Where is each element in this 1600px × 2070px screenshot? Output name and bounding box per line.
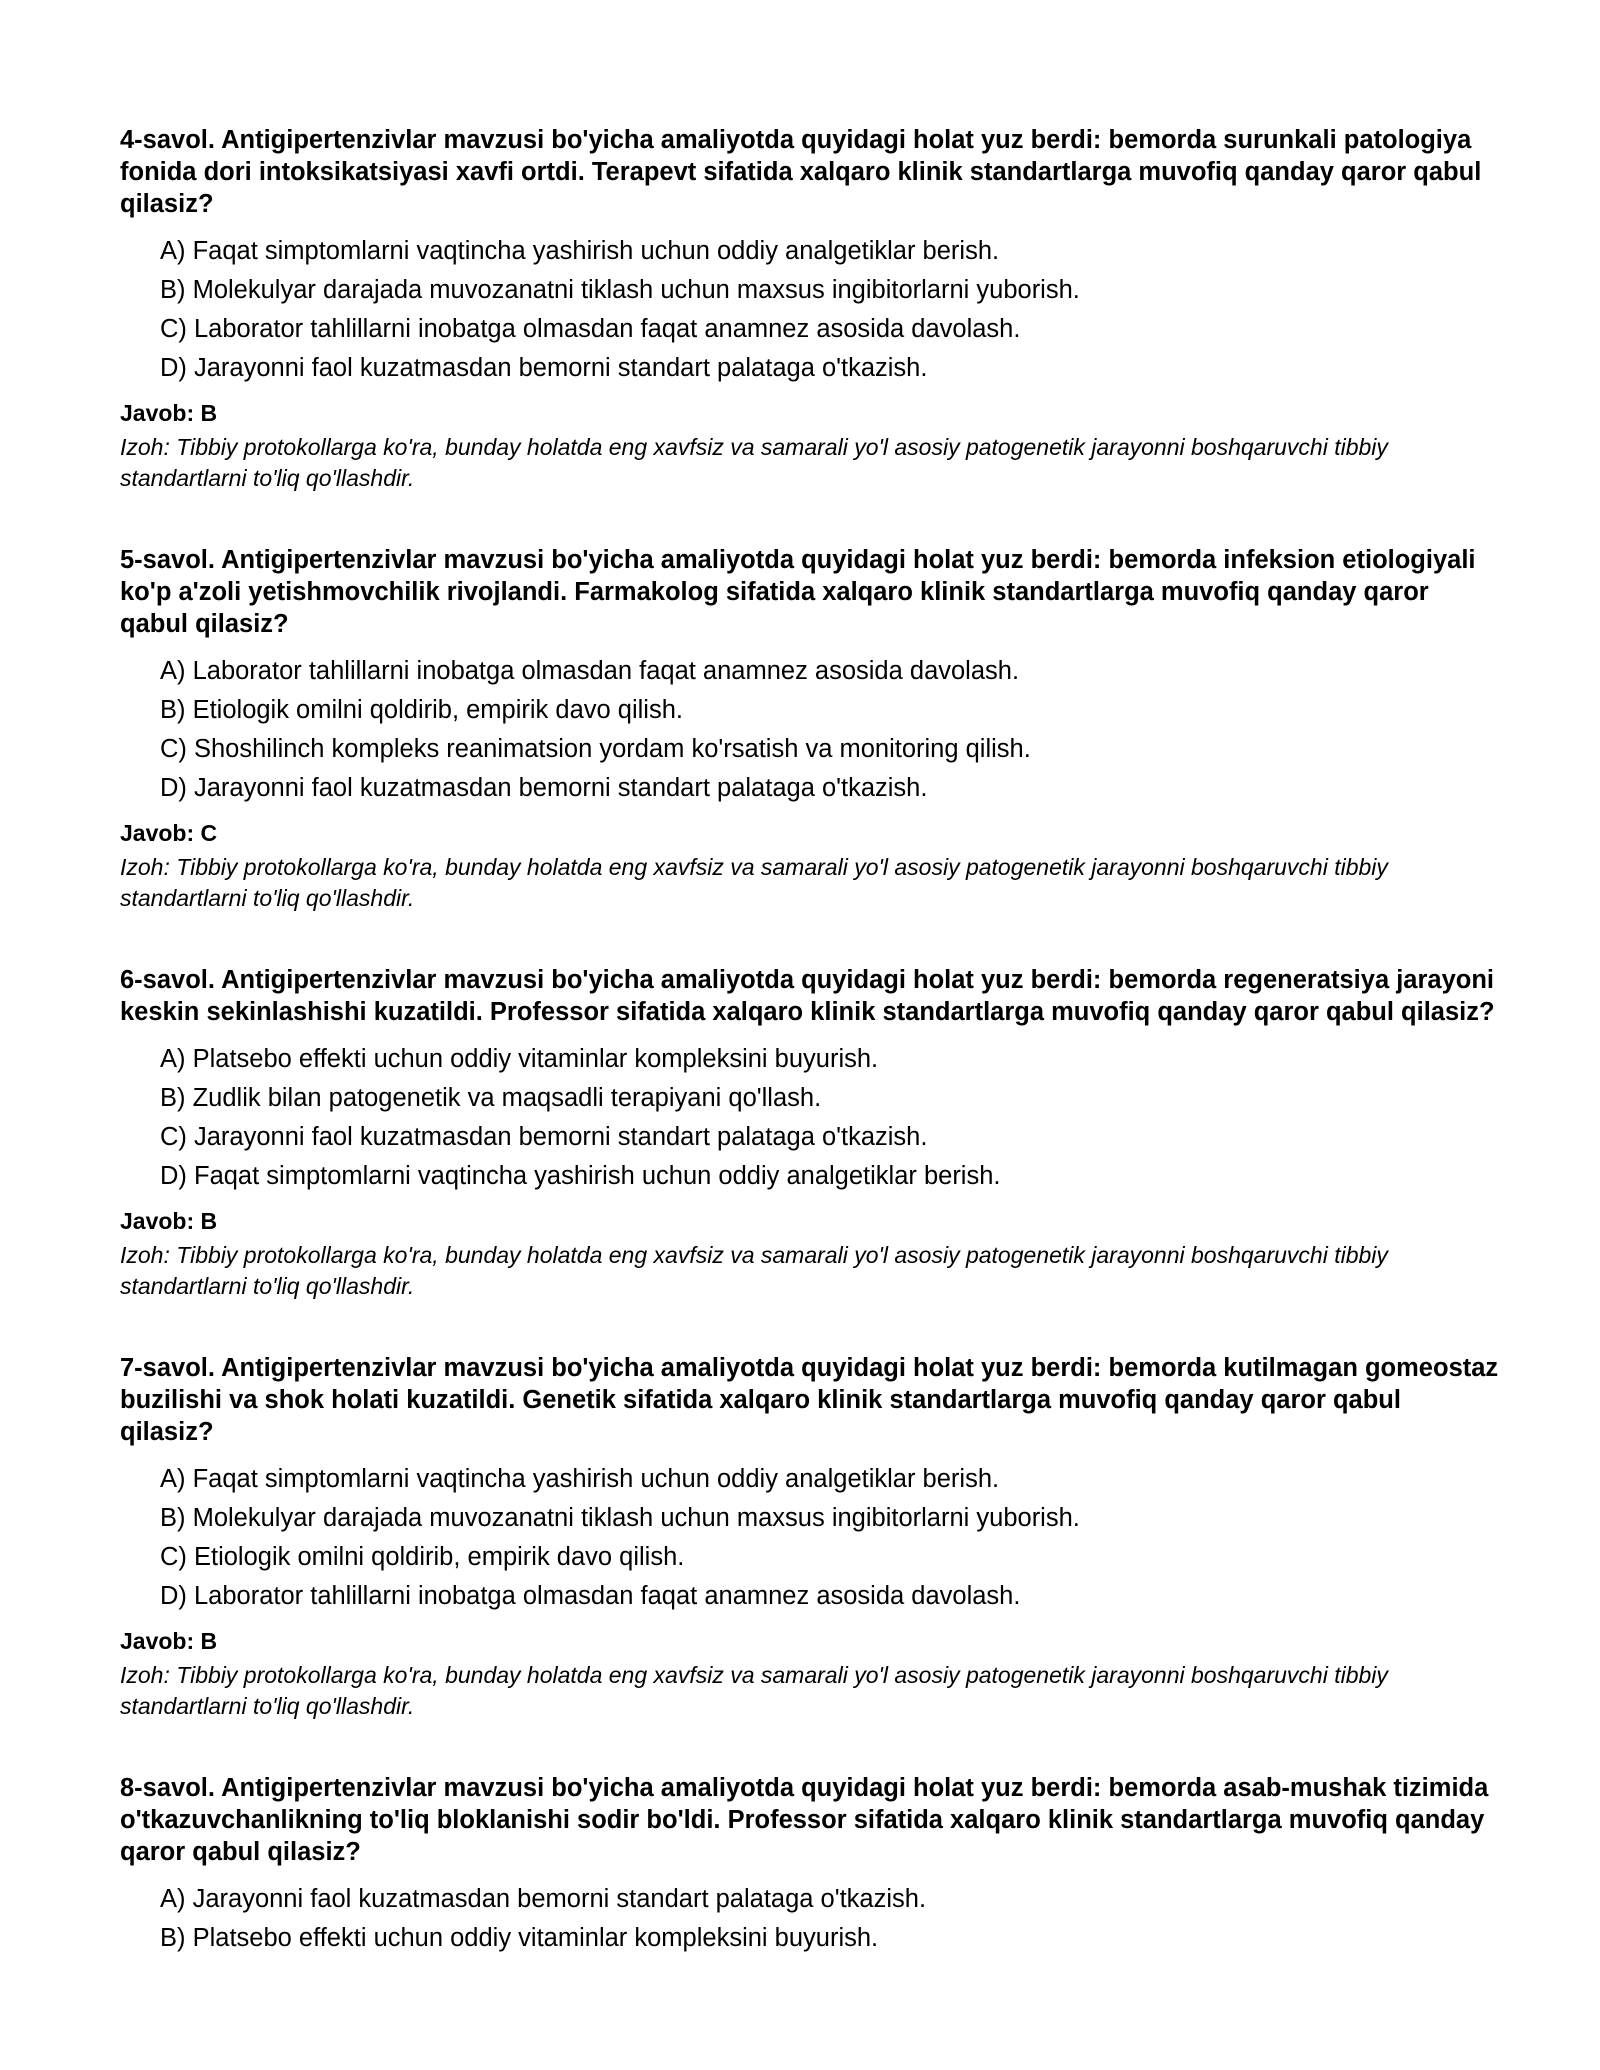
- question-title: 5-savol. Antigipertenzivlar mavzusi bo'yicha amaliyotda quyidagi holat yuz berdi: bemorda infeksion etiologiyali ko'p a'zoli yetishmovchilik rivojlandi. Farmakolog sifatida xalqaro klinik standartlarga muvofiq qanday qaror qabul qilasiz?: [120, 546, 1476, 638]
- option-a: A) Platsebo effekti uchun oddiy vitaminlar kompleksini buyurish.: [160, 1045, 879, 1073]
- question-block: [120, 124, 1500, 494]
- answer-label: Javob: B: [120, 1628, 218, 1654]
- answer-label: Javob: C: [120, 820, 218, 846]
- question-title: 7-savol. Antigipertenzivlar mavzusi bo'yicha amaliyotda quyidagi holat yuz berdi: bemorda kutilmagan gomeostaz buzilishi va shok holati kuzatildi. Genetik sifatida xalqaro klinik standartlarga muvofiq qanday qaror qabul qilasiz?: [120, 1354, 1499, 1446]
- option-d: D) Laborator tahlillarni inobatga olmasdan faqat anamnez asosida davolash.: [160, 1582, 1021, 1610]
- document-page: [120, 124, 1500, 2008]
- option-b: B) Platsebo effekti uchun oddiy vitaminlar kompleksini buyurish.: [160, 1924, 879, 1952]
- option-c: C) Laborator tahlillarni inobatga olmasdan faqat anamnez asosida davolash.: [160, 315, 1021, 343]
- option-c: C) Jarayonni faol kuzatmasdan bemorni standart palataga o'tkazish.: [160, 1123, 928, 1151]
- option-a: A) Faqat simptomlarni vaqtincha yashirish uchun oddiy analgetiklar berish.: [160, 1465, 1000, 1493]
- option-d: D) Faqat simptomlarni vaqtincha yashirish uchun oddiy analgetiklar berish.: [160, 1162, 1001, 1190]
- options-list: [120, 1880, 1500, 1958]
- question-title: 8-savol. Antigipertenzivlar mavzusi bo'yicha amaliyotda quyidagi holat yuz berdi: bemorda asab-mushak tizimida o'tkazuvchanlikning to'liq bloklanishi sodir bo'ldi. Professor sifatida xalqaro klinik standartlarga muvofiq qanday qaror qabul qilasiz?: [120, 1774, 1489, 1866]
- option-b: B) Molekulyar darajada muvozanatni tiklash uchun maxsus ingibitorlarni yuborish.: [160, 276, 1080, 304]
- options-list: [120, 652, 1500, 808]
- explanation-text: Izoh: Tibbiy protokollarga ko'ra, bunday holatda eng xavfsiz va samarali yo'l asosiy patogenetik jarayonni boshqaruvchi tibbiy standartlarni to'liq qo'llashdir.: [120, 434, 1388, 491]
- options-list: [120, 1040, 1500, 1196]
- option-a: A) Jarayonni faol kuzatmasdan bemorni standart palataga o'tkazish.: [160, 1885, 927, 1913]
- option-d: D) Jarayonni faol kuzatmasdan bemorni standart palataga o'tkazish.: [160, 774, 928, 802]
- option-b: B) Etiologik omilni qoldirib, empirik davo qilish.: [160, 696, 683, 724]
- option-a: A) Faqat simptomlarni vaqtincha yashirish uchun oddiy analgetiklar berish.: [160, 237, 1000, 265]
- options-list: [120, 232, 1500, 388]
- question-block: [120, 1352, 1500, 1722]
- answer-label: Javob: B: [120, 1208, 218, 1234]
- option-d: D) Jarayonni faol kuzatmasdan bemorni standart palataga o'tkazish.: [160, 354, 928, 382]
- question-block: [120, 964, 1500, 1302]
- explanation-text: Izoh: Tibbiy protokollarga ko'ra, bunday holatda eng xavfsiz va samarali yo'l asosiy patogenetik jarayonni boshqaruvchi tibbiy standartlarni to'liq qo'llashdir.: [120, 854, 1388, 911]
- question-block: [120, 544, 1500, 914]
- explanation-text: Izoh: Tibbiy protokollarga ko'ra, bunday holatda eng xavfsiz va samarali yo'l asosiy patogenetik jarayonni boshqaruvchi tibbiy standartlarni to'liq qo'llashdir.: [120, 1662, 1388, 1719]
- question-title: 6-savol. Antigipertenzivlar mavzusi bo'yicha amaliyotda quyidagi holat yuz berdi: bemorda regeneratsiya jarayoni keskin sekinlashishi kuzatildi. Professor sifatida xalqaro klinik standartlarga muvofiq qanday qaror qabul qilasiz?: [120, 966, 1495, 1026]
- options-list: [120, 1460, 1500, 1616]
- question-block: [120, 1772, 1500, 1958]
- explanation-text: Izoh: Tibbiy protokollarga ko'ra, bunday holatda eng xavfsiz va samarali yo'l asosiy patogenetik jarayonni boshqaruvchi tibbiy standartlarni to'liq qo'llashdir.: [120, 1242, 1388, 1299]
- option-c: C) Etiologik omilni qoldirib, empirik davo qilish.: [160, 1543, 685, 1571]
- option-a: A) Laborator tahlillarni inobatga olmasdan faqat anamnez asosida davolash.: [160, 657, 1020, 685]
- answer-label: Javob: B: [120, 400, 218, 426]
- option-b: B) Zudlik bilan patogenetik va maqsadli terapiyani qo'llash.: [160, 1084, 822, 1112]
- option-c: C) Shoshilinch kompleks reanimatsion yordam ko'rsatish va monitoring qilish.: [160, 735, 1031, 763]
- option-b: B) Molekulyar darajada muvozanatni tiklash uchun maxsus ingibitorlarni yuborish.: [160, 1504, 1080, 1532]
- question-title: 4-savol. Antigipertenzivlar mavzusi bo'yicha amaliyotda quyidagi holat yuz berdi: bemorda surunkali patologiya fonida dori intoksikatsiyasi xavfi ortdi. Terapevt sifatida xalqaro klinik standartlarga muvofiq qanday qaror qabul qilasiz?: [120, 126, 1482, 218]
